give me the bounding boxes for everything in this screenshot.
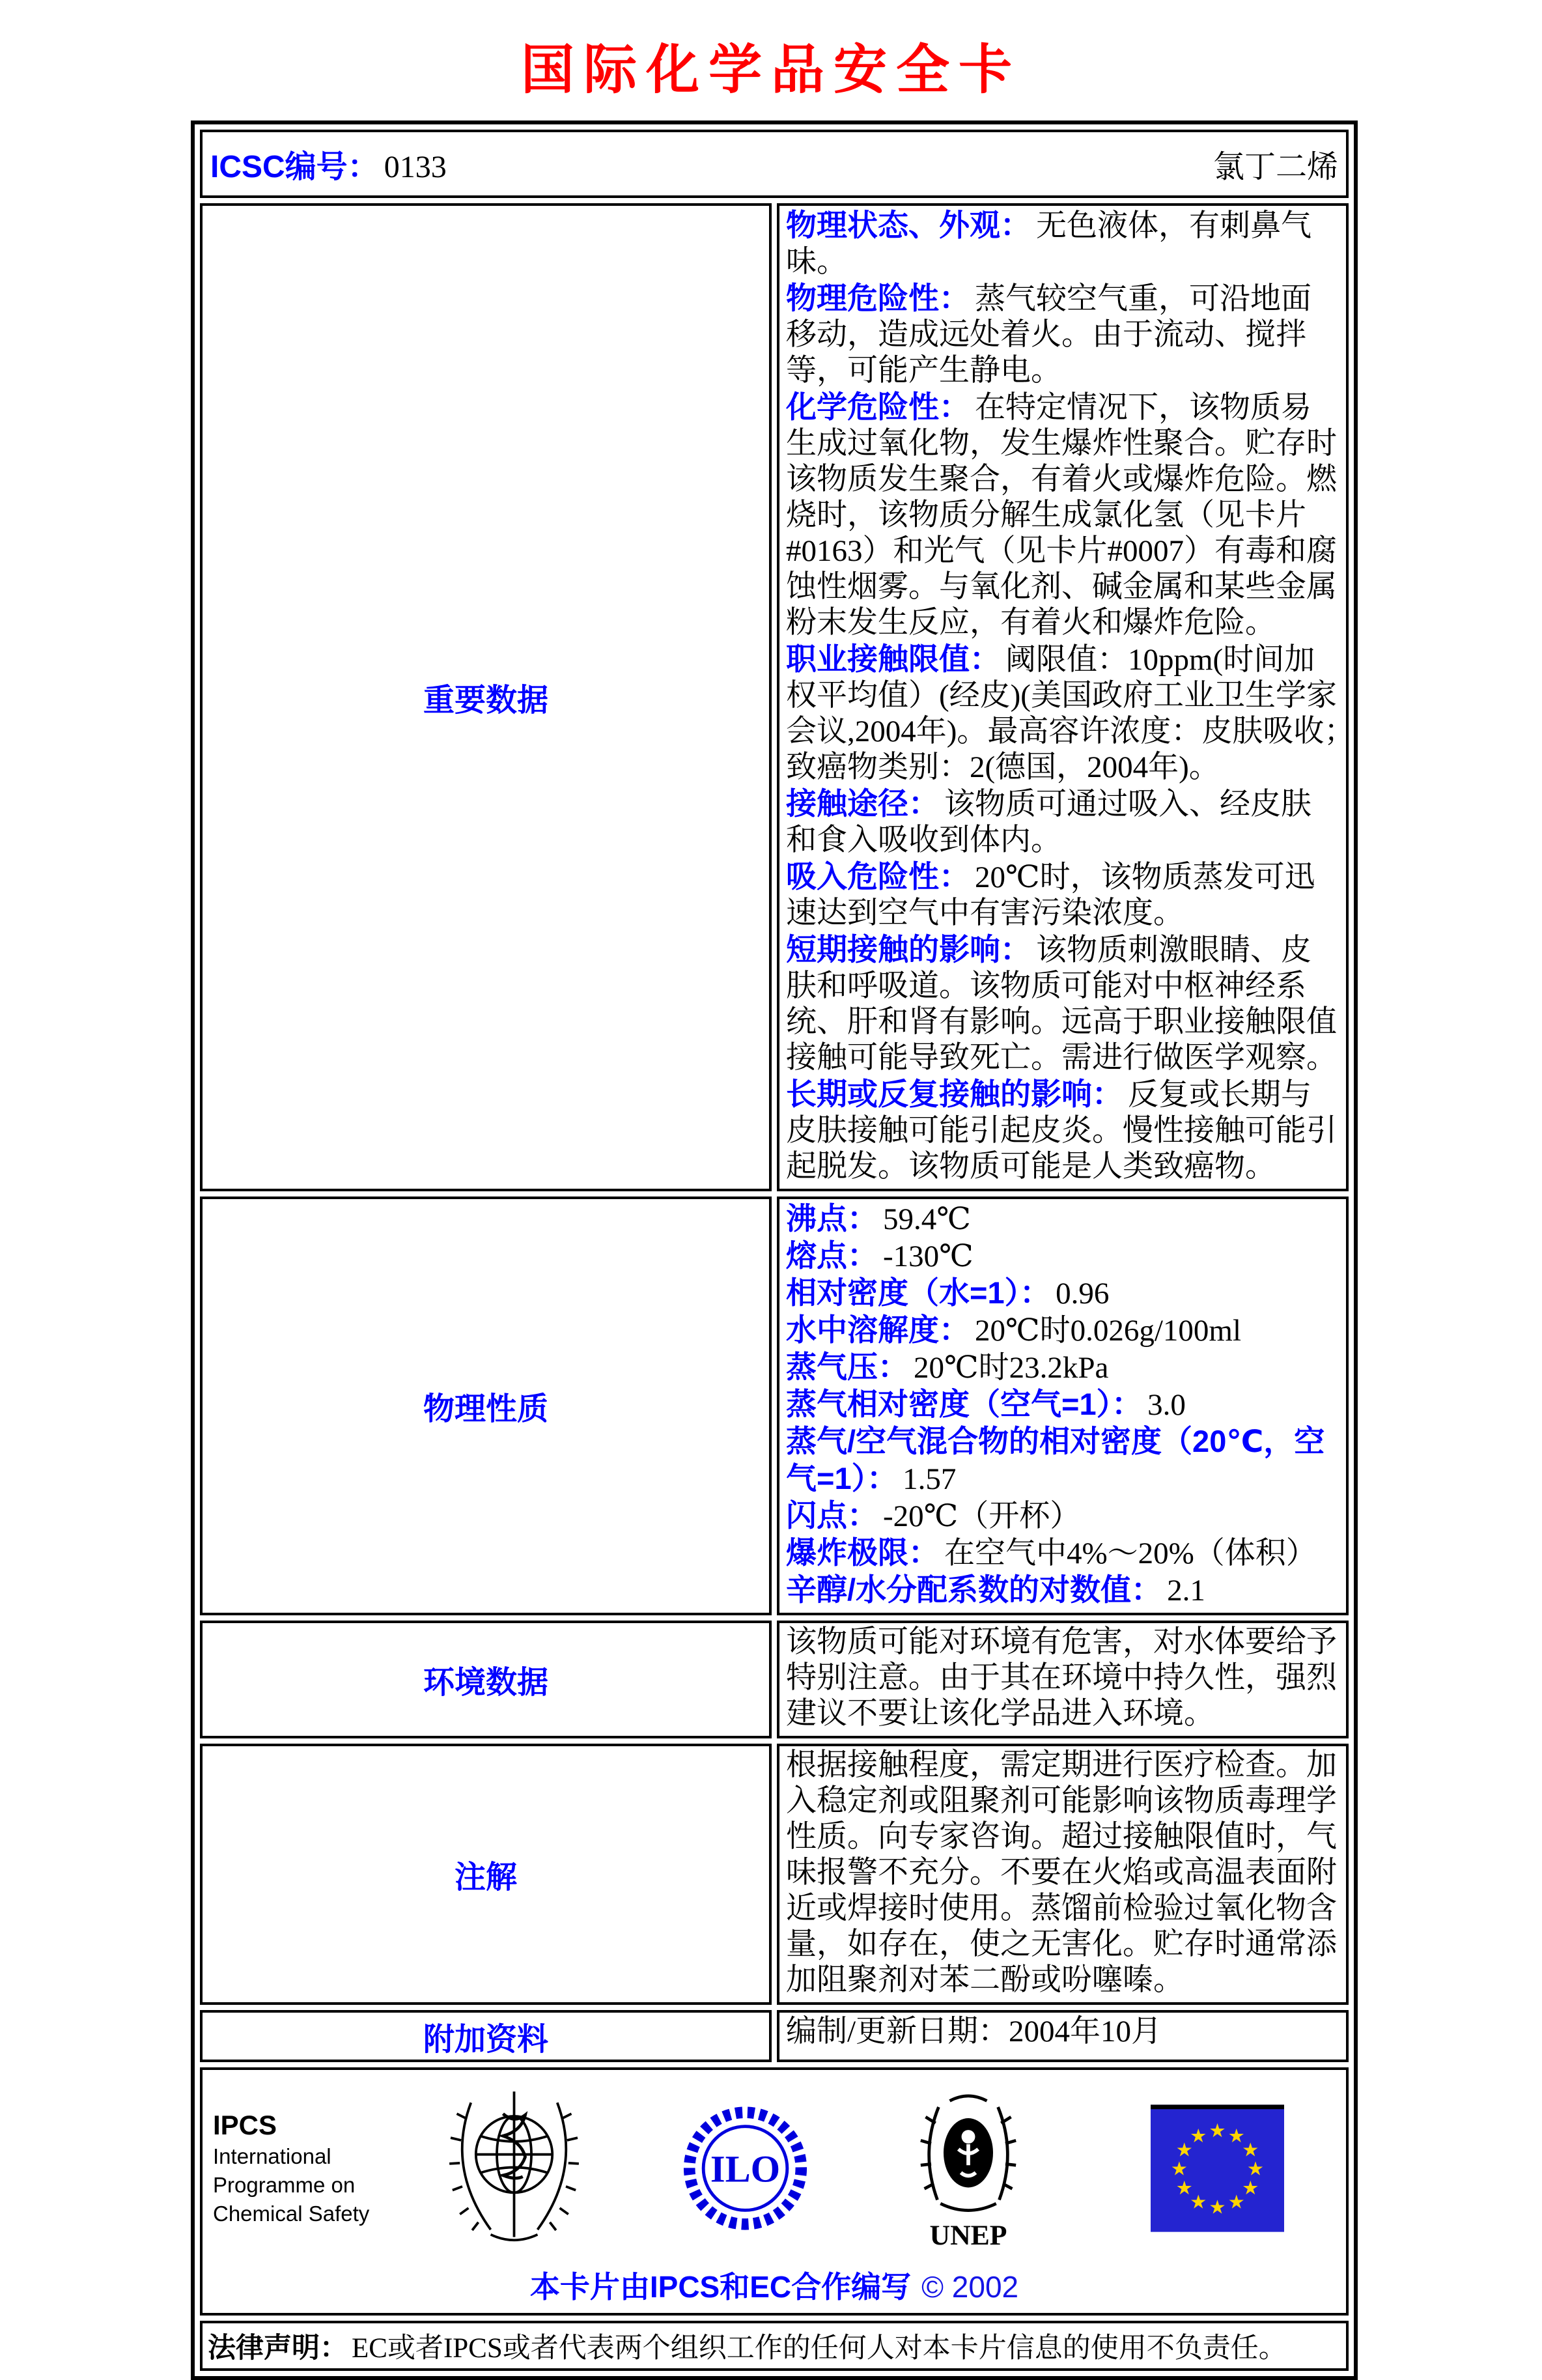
entry-chemical-hazard <box>786 389 1339 641</box>
entry-octanol-water-partition <box>786 1572 1339 1609</box>
important-data-row <box>200 203 1349 1191</box>
entry-text: 20℃时23.2kPa <box>914 1351 1109 1385</box>
entry-label: 辛醇/水分配系数的对数值： <box>786 1572 1162 1607</box>
entry-text: 20℃时，该物质蒸发可迅速达到空气中有害污染浓度。 <box>786 860 1315 930</box>
notes-text: 根据接触程度，需定期进行医疗检查。加入稳定剂或阻聚剂可能影响该物质毒理学性质。向专家咨询。超过接触限值时，气味报警不充分。不要在火焰或高温表面附近或焊接时使用。蒸馏前检验过氧化物含量，如存在，使之无害化。贮存时通常添加阻聚剂对苯二酚或吩噻嗪。 <box>786 1748 1337 1997</box>
entry-text: 3.0 <box>1147 1388 1186 1422</box>
entry-text: -130℃ <box>883 1240 974 1273</box>
svg-text:★: ★ <box>1175 2138 1193 2160</box>
environmental-data-content <box>777 1621 1349 1738</box>
additional-info-text: 编制/更新日期：2004年10月 <box>786 2015 1162 2048</box>
unep-letters: UNEP <box>929 2219 1007 2251</box>
entry-exposure-limits <box>786 641 1370 786</box>
environmental-data-text: 该物质可能对环境有危害，对水体要给予特别注意。由于其在环境中持久性，强烈建议不要让该化学品进入环境。 <box>786 1625 1337 1731</box>
environmental-data-row <box>200 1621 1349 1738</box>
entry-text: 在空气中4%～20%（体积） <box>944 1537 1317 1570</box>
legal-text: EC或者IPCS或者代表两个组织工作的任何人对本卡片信息的使用不负责任。 <box>352 2333 1287 2364</box>
row-label-additional-info: 附加资料 <box>200 2010 772 2062</box>
entry-label: 熔点： <box>786 1238 878 1273</box>
notes-content <box>777 1744 1349 2005</box>
header-cell <box>200 130 1349 198</box>
logos-cell <box>200 2067 1349 2316</box>
row-label-notes: 注解 <box>200 1744 772 2005</box>
icsc-number-group <box>210 141 447 186</box>
entry-label: 长期或反复接触的影响： <box>786 1077 1123 1111</box>
chemical-name: 氯丁二烯 <box>1213 150 1338 184</box>
additional-info-content <box>777 2010 1349 2062</box>
entry-text: 59.4℃ <box>883 1202 971 1236</box>
who-icon <box>444 2082 584 2254</box>
entry-vapor-pressure <box>786 1349 1339 1386</box>
icsc-number-label: ICSC编号： <box>210 150 379 184</box>
credit-text: 本卡片由IPCS和EC合作编写 <box>529 2270 912 2304</box>
credit-line <box>209 2263 1339 2306</box>
svg-text:★: ★ <box>1242 2176 1259 2199</box>
copyright-text: © 2002 <box>921 2270 1019 2304</box>
entry-short-term-effects <box>786 931 1339 1076</box>
svg-text:★: ★ <box>1242 2138 1259 2160</box>
ipcs-text-block <box>213 2108 376 2228</box>
entry-label: 蒸气相对密度（空气=1）： <box>786 1387 1143 1421</box>
entry-label: 相对密度（水=1）： <box>786 1275 1051 1310</box>
entry-text: 0.96 <box>1056 1277 1110 1310</box>
entry-label: 化学危险性： <box>786 390 970 424</box>
entry-label: 物理危险性： <box>786 281 970 315</box>
svg-text:★: ★ <box>1175 2176 1193 2199</box>
notes-row <box>200 1744 1349 2005</box>
ilo-icon <box>682 2090 809 2246</box>
entry-label: 水中溶解度： <box>786 1312 970 1347</box>
entry-text: 1.57 <box>903 1462 957 1496</box>
entry-label: 物理状态、外观： <box>786 208 1031 242</box>
important-data-content <box>777 203 1370 1191</box>
physical-properties-row <box>200 1197 1349 1615</box>
row-label-physical-properties: 物理性质 <box>200 1197 772 1615</box>
entry-physical-state <box>786 207 1339 280</box>
entry-label: 蒸气压： <box>786 1350 908 1384</box>
entry-inhalation-risk <box>786 858 1339 931</box>
entry-water-solubility <box>786 1312 1339 1349</box>
ipcs-line-programme: Programme on <box>213 2172 356 2197</box>
entry-label: 职业接触限值： <box>786 642 1000 676</box>
svg-text:★: ★ <box>1209 2195 1226 2218</box>
entry-relative-density <box>786 1275 1339 1312</box>
eu-flag-icon <box>1151 2104 1284 2232</box>
entry-text: 该物质可通过吸入、经皮肤和食入吸收到体内。 <box>786 787 1311 857</box>
logos-row <box>200 2067 1349 2316</box>
ipcs-line-chemical-safety: Chemical Safety <box>213 2201 370 2226</box>
entry-label: 接触途径： <box>786 786 939 821</box>
entry-flash-point <box>786 1497 1339 1535</box>
entry-label: 蒸气/空气混合物的相对密度（20℃，空气=1）： <box>786 1424 1325 1495</box>
ilo-letters: ILO <box>710 2147 781 2190</box>
row-label-environmental-data: 环境数据 <box>200 1621 772 1738</box>
entry-text: -20℃（开杯） <box>883 1499 1081 1533</box>
icsc-number-value: 0133 <box>384 150 447 184</box>
entry-text: 阈限值：10ppm(时间加权平均值）(经皮)(美国政府工业卫生学家会议,2004年)。最高容许浓度：皮肤吸收； 致癌物类别：2(德国，2004年)。 <box>786 643 1370 784</box>
logos-strip <box>209 2082 1339 2254</box>
entry-label: 沸点： <box>786 1201 878 1236</box>
entry-label: 吸入危险性： <box>786 859 970 894</box>
entry-vapor-relative-density <box>786 1386 1339 1423</box>
unep-icon <box>906 2084 1030 2252</box>
ipcs-line-international: International <box>213 2144 331 2168</box>
entry-text: 在特定情况下，该物质易生成过氧化物，发生爆炸性聚合。贮存时该物质发生聚合，有着火或爆炸危险。燃烧时，该物质分解生成氯化氢（见卡片#0163）和光气（见卡片#0007）有毒和腐蚀性烟雾。与氧化剂、碱金属和某些金属粉末发生反应，有着火和爆炸危险。 <box>786 391 1337 640</box>
entry-explosive-limits <box>786 1535 1339 1572</box>
entry-exposure-routes <box>786 786 1339 858</box>
entry-label: 短期接触的影响： <box>786 932 1031 967</box>
svg-text:★: ★ <box>1209 2119 1226 2142</box>
entry-label: 爆炸极限： <box>786 1535 939 1570</box>
entry-text: 该物质刺激眼睛、皮肤和呼吸道。该物质可能对中枢神经系统、肝和肾有影响。远高于职业接触限值接触可能导致死亡。需进行做医学观察。 <box>786 933 1337 1075</box>
icsc-card-table <box>191 120 1370 2380</box>
entry-text: 2.1 <box>1167 1574 1205 1608</box>
additional-info-row <box>200 2010 1349 2062</box>
entry-long-term-effects <box>786 1076 1339 1185</box>
legal-cell <box>200 2321 1349 2371</box>
row-label-important-data: 重要数据 <box>200 203 772 1191</box>
entry-text: 20℃时0.026g/100ml <box>975 1314 1242 1348</box>
entry-label: 闪点： <box>786 1498 878 1533</box>
header-row <box>200 130 1349 198</box>
entry-melting-point <box>786 1238 1339 1275</box>
svg-text:★: ★ <box>1170 2157 1188 2180</box>
svg-text:★: ★ <box>1190 2190 1207 2213</box>
entry-text: 无色液体，有刺鼻气味。 <box>786 209 1311 279</box>
physical-properties-content <box>777 1197 1349 1615</box>
ipcs-title: IPCS <box>213 2109 277 2140</box>
entry-vapor-air-mixture-density <box>786 1423 1339 1497</box>
entry-text: 反复或长期与皮肤接触可能引起皮炎。慢性接触可能引起脱发。该物质可能是人类致癌物。 <box>786 1078 1337 1183</box>
svg-text:★: ★ <box>1227 2124 1245 2147</box>
entry-text: 蒸气较空气重，可沿地面移动，造成远处着火。由于流动、搅拌等，可能产生静电。 <box>786 282 1311 388</box>
page-title: 国际化学品安全卡 <box>520 40 1021 100</box>
svg-text:★: ★ <box>1227 2190 1245 2213</box>
entry-physical-hazard <box>786 280 1339 389</box>
svg-text:★: ★ <box>1190 2124 1207 2147</box>
legal-row <box>200 2321 1349 2371</box>
legal-label: 法律声明： <box>208 2332 348 2364</box>
entry-boiling-point <box>786 1200 1339 1238</box>
svg-text:★: ★ <box>1246 2157 1265 2180</box>
